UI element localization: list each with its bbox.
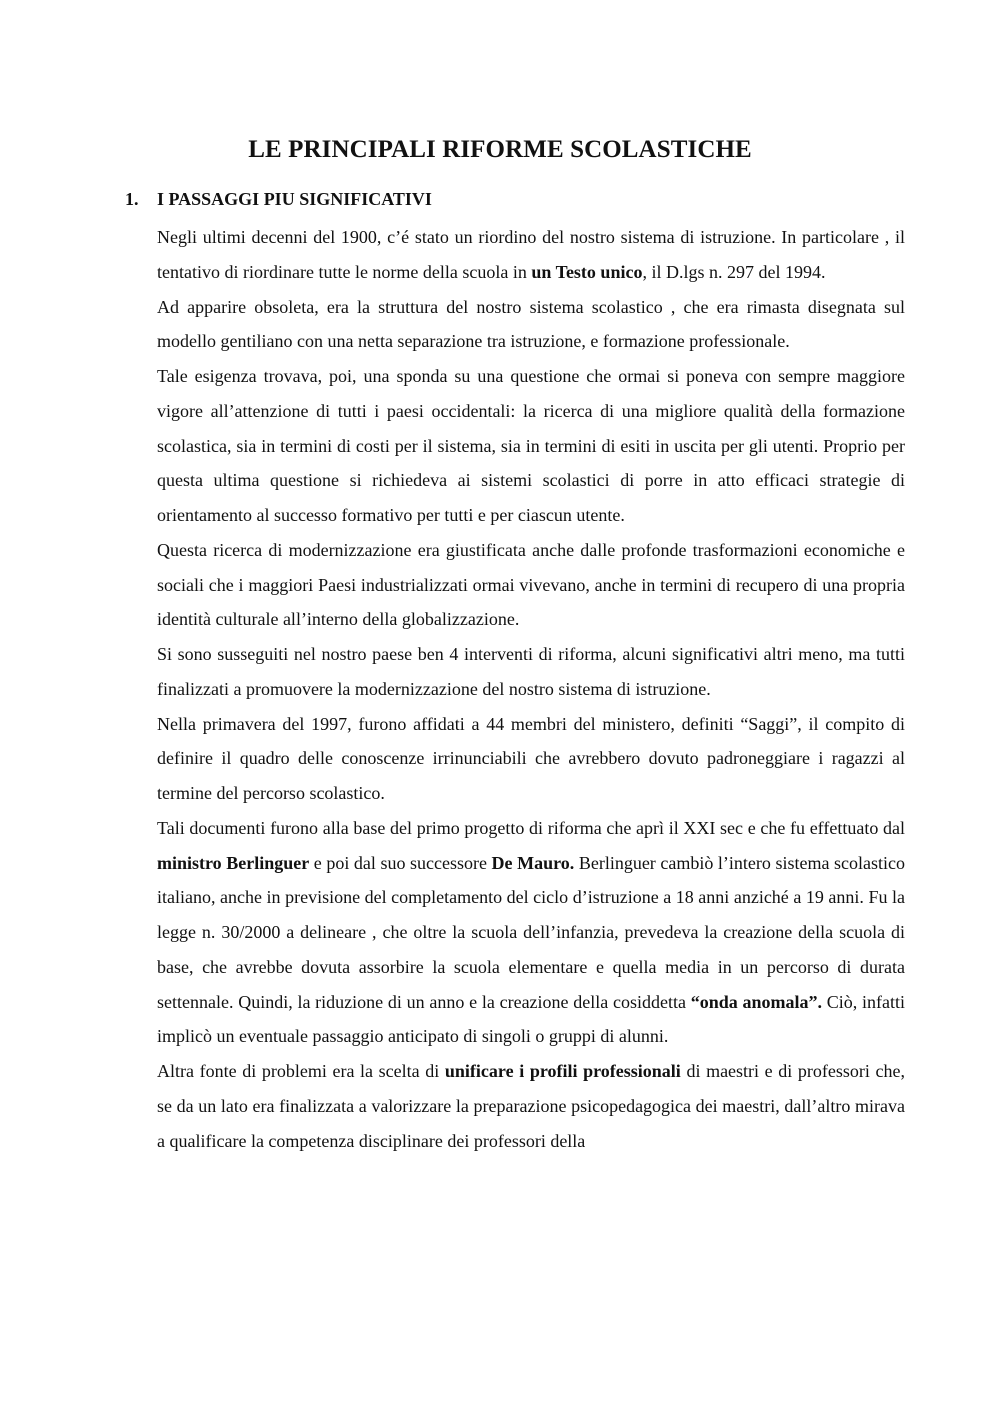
bold-text-run: “onda anomala”. xyxy=(690,991,823,1012)
document-title: LE PRINCIPALI RIFORME SCOLASTICHE xyxy=(248,136,752,163)
bold-text-run: un Testo unico xyxy=(531,261,643,282)
text-run: di maestri e di professori che, se da un lato era finalizzata a valorizzare la preparazione psicopedagogica dei maestri, dall’altro mirava a qualificare la competenza disciplinare dei professori della xyxy=(157,1061,906,1151)
paragraph xyxy=(157,1054,905,1158)
text-run: Ciò, infatti implicò un eventuale passaggio anticipato di singoli o gruppi di alunni. xyxy=(157,991,905,1047)
text-run: e poi dal suo successore xyxy=(309,852,492,873)
text-run: Altra fonte di problemi era la scelta di xyxy=(157,1061,445,1081)
paragraph xyxy=(157,220,905,290)
bold-text-run: De Mauro. xyxy=(491,852,575,873)
text-run: Nella primavera del 1997, furono affidati a 44 membri del ministero, definiti “Saggi”, il compito di definire il quadro delle conoscenze irrinunciabili che avrebbero dovuto padroneggiare i ragazzi al termine del percorso scolastico. xyxy=(157,713,905,803)
text-run: Tale esigenza trovava, poi, una sponda su una questione che ormai si poneva con sempre maggiore vigore all’attenzione di tutti i paesi occidentali: la ricerca di una migliore qualità della formazione scolastica, sia in termini di costi per il sistema, sia in termini di esiti in uscita per gli utenti. Proprio per questa ultima questione si richiedeva ai sistemi scolastici di porre in atto efficaci strategie di orientamento al successo formativo per tutti e per ciascun utente. xyxy=(157,366,905,525)
paragraph xyxy=(157,637,905,707)
paragraph xyxy=(157,533,905,637)
bold-text-run: ministro Berlinguer xyxy=(157,852,310,873)
text-run: , il D.lgs n. 297 del 1994. xyxy=(642,261,826,282)
text-run: Questa ricerca di modernizzazione era giustificata anche dalle profonde trasformazioni economiche e sociali che i maggiori Paesi industrializzati ormai vivevano, anche in termini di recupero di una propria identità culturale all’interno della globalizzazione. xyxy=(157,539,905,630)
body-text xyxy=(157,220,905,1158)
text-run: Si sono susseguiti nel nostro paese ben 4 interventi di riforma, alcuni significativi altri meno, ma tutti finalizzati a promuovere la modernizzazione del nostro sistema di istruzione. xyxy=(157,644,905,699)
paragraph xyxy=(157,290,905,360)
text-run: Tali documenti furono alla base del primo progetto di riforma che aprì il XXI sec e che fu effettuato dal xyxy=(157,817,905,838)
text-run: Ad apparire obsoleta, era la struttura del nostro sistema scolastico , che era rimasta disegnata sul modello gentiliano con una netta separazione tra istruzione, e formazione professionale. xyxy=(157,296,905,352)
paragraph xyxy=(157,811,905,1054)
section-heading xyxy=(125,189,432,210)
section-heading-text: I PASSAGGI PIU SIGNIFICATIVI xyxy=(157,189,432,209)
bold-text-run: unificare i profili professionali xyxy=(444,1061,681,1081)
section-number: 1. xyxy=(125,189,139,209)
paragraph xyxy=(157,359,905,533)
text-run: Negli ultimi decenni del 1900, c’é stato un riordino del nostro sistema di istruzione. In particolare , il tentativo di riordinare tutte le norme della scuola in xyxy=(157,227,905,282)
paragraph xyxy=(157,707,905,811)
text-run: Berlinguer cambiò l’intero sistema scolastico italiano, anche in previsione del completamento del ciclo d’istruzione a 18 anni anziché a 19 anni. Fu la legge n. 30/2000 a delineare , che oltre la scuola dell’infanzia, prevedeva la creazione della scuola di base, che avrebbe dovuta assorbire la scuola elementare e quella media in un percorso di durata settennale. Quindi, la riduzione di un anno e la creazione della cosiddetta xyxy=(157,852,905,1012)
